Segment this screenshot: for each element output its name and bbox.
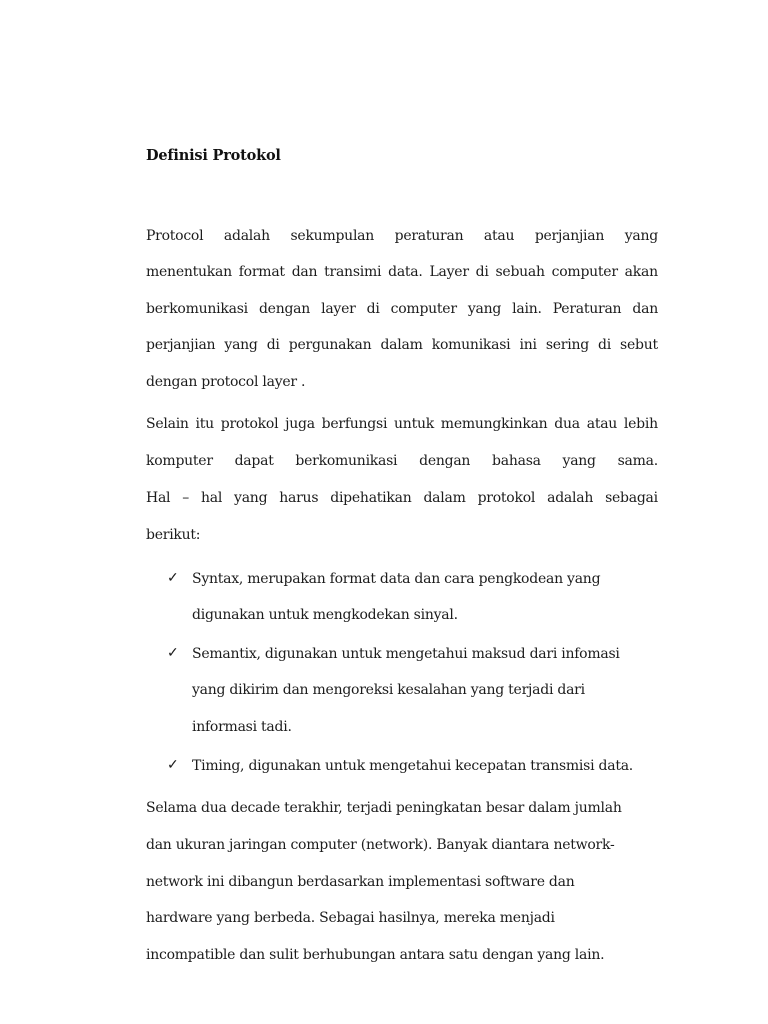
list-item-line: Timing, digunakan untuk mengetahui kecepatan transmisi data.: [192, 758, 633, 774]
word: itu: [195, 416, 214, 432]
word: computer: [390, 301, 457, 317]
word: layer: [321, 301, 356, 317]
word: perjanjian: [146, 337, 216, 353]
word: dua: [554, 416, 580, 432]
paragraph-line: [146, 335, 658, 355]
list-item-line: digunakan untuk mengkodekan sinyal.: [192, 607, 458, 623]
word: di: [366, 301, 380, 317]
word: dengan: [419, 453, 471, 469]
paragraph-line: Selama dua decade terakhir, terjadi peningkatan besar dalam jumlah: [146, 800, 622, 816]
word: –: [182, 490, 190, 506]
paragraph-line: incompatible dan sulit berhubungan antara satu dengan yang lain.: [146, 947, 605, 963]
word: dan: [291, 264, 318, 280]
word: lebih: [623, 416, 658, 432]
word: berkomunikasi: [146, 301, 248, 317]
word: lain.: [512, 301, 542, 317]
paragraph-line: [146, 414, 658, 434]
word: menentukan: [146, 264, 232, 280]
word: transimi: [324, 264, 382, 280]
list-item-line: informasi tadi.: [192, 719, 292, 735]
page-title: Definisi Protokol: [146, 147, 281, 164]
word: atau: [483, 228, 515, 244]
word: computer: [551, 264, 618, 280]
check-icon: ✓: [167, 757, 179, 773]
word: adalah: [547, 490, 594, 506]
word: adalah: [223, 228, 270, 244]
word: data.: [388, 264, 423, 280]
word: Peraturan: [552, 301, 622, 317]
word: protokol: [477, 490, 536, 506]
paragraph-line: network ini dibangun berdasarkan implementasi software dan: [146, 874, 575, 890]
word: protokol: [220, 416, 279, 432]
word: perjanjian: [534, 228, 605, 244]
word: dalam: [380, 337, 423, 353]
word: sekumpulan: [290, 228, 375, 244]
word: sebagai: [605, 490, 658, 506]
word: di: [266, 337, 280, 353]
word: format: [238, 264, 285, 280]
list-item-line: Syntax, merupakan format data dan cara pengkodean yang: [192, 571, 601, 587]
word: dalam: [423, 490, 466, 506]
word: berfungsi: [321, 416, 388, 432]
word: Protocol: [146, 228, 204, 244]
word: dipehatikan: [330, 490, 412, 506]
word: ini: [519, 337, 537, 353]
word: komunikasi: [431, 337, 511, 353]
word: sering: [545, 337, 589, 353]
word: bahasa: [492, 453, 541, 469]
paragraph-line: [146, 262, 658, 282]
list-item-line: yang dikirim dan mengoreksi kesalahan yang terjadi dari: [192, 682, 585, 698]
word: Hal: [146, 490, 171, 506]
paragraph-line: dan ukuran jaringan computer (network). Banyak diantara network-: [146, 837, 615, 853]
word: yang: [467, 301, 502, 317]
word: pergunakan: [288, 337, 372, 353]
paragraph-line: [146, 226, 658, 246]
word: dan: [632, 301, 658, 317]
word: yang: [562, 453, 596, 469]
word: memungkinkan: [440, 416, 548, 432]
word: akan: [624, 264, 658, 280]
word: atau: [586, 416, 618, 432]
word: dengan: [258, 301, 311, 317]
word: yang: [624, 228, 658, 244]
word: berkomunikasi: [295, 453, 398, 469]
word: hal: [200, 490, 223, 506]
word: yang: [234, 490, 268, 506]
paragraph-line: [146, 488, 658, 508]
paragraph-line: hardware yang berbeda. Sebagai hasilnya, mereka menjadi: [146, 910, 555, 926]
word: komputer: [146, 453, 213, 469]
check-icon: ✓: [167, 570, 179, 586]
word: harus: [279, 490, 319, 506]
paragraph-line: [146, 451, 658, 471]
word: di: [598, 337, 611, 353]
word: sebuah: [495, 264, 545, 280]
paragraph-line: [146, 299, 658, 319]
word: Layer: [429, 264, 469, 280]
word: Selain: [146, 416, 189, 432]
word: peraturan: [394, 228, 464, 244]
word: sama.: [617, 453, 658, 469]
word: juga: [285, 416, 315, 432]
paragraph-line: berikut:: [146, 527, 201, 543]
paragraph-line: dengan protocol layer .: [146, 374, 306, 390]
word: dapat: [234, 453, 274, 469]
word: untuk: [394, 416, 434, 432]
word: sebut: [620, 337, 658, 353]
list-item-line: Semantix, digunakan untuk mengetahui maksud dari infomasi: [192, 646, 620, 662]
word: yang: [224, 337, 258, 353]
check-icon: ✓: [167, 645, 179, 661]
word: di: [475, 264, 489, 280]
